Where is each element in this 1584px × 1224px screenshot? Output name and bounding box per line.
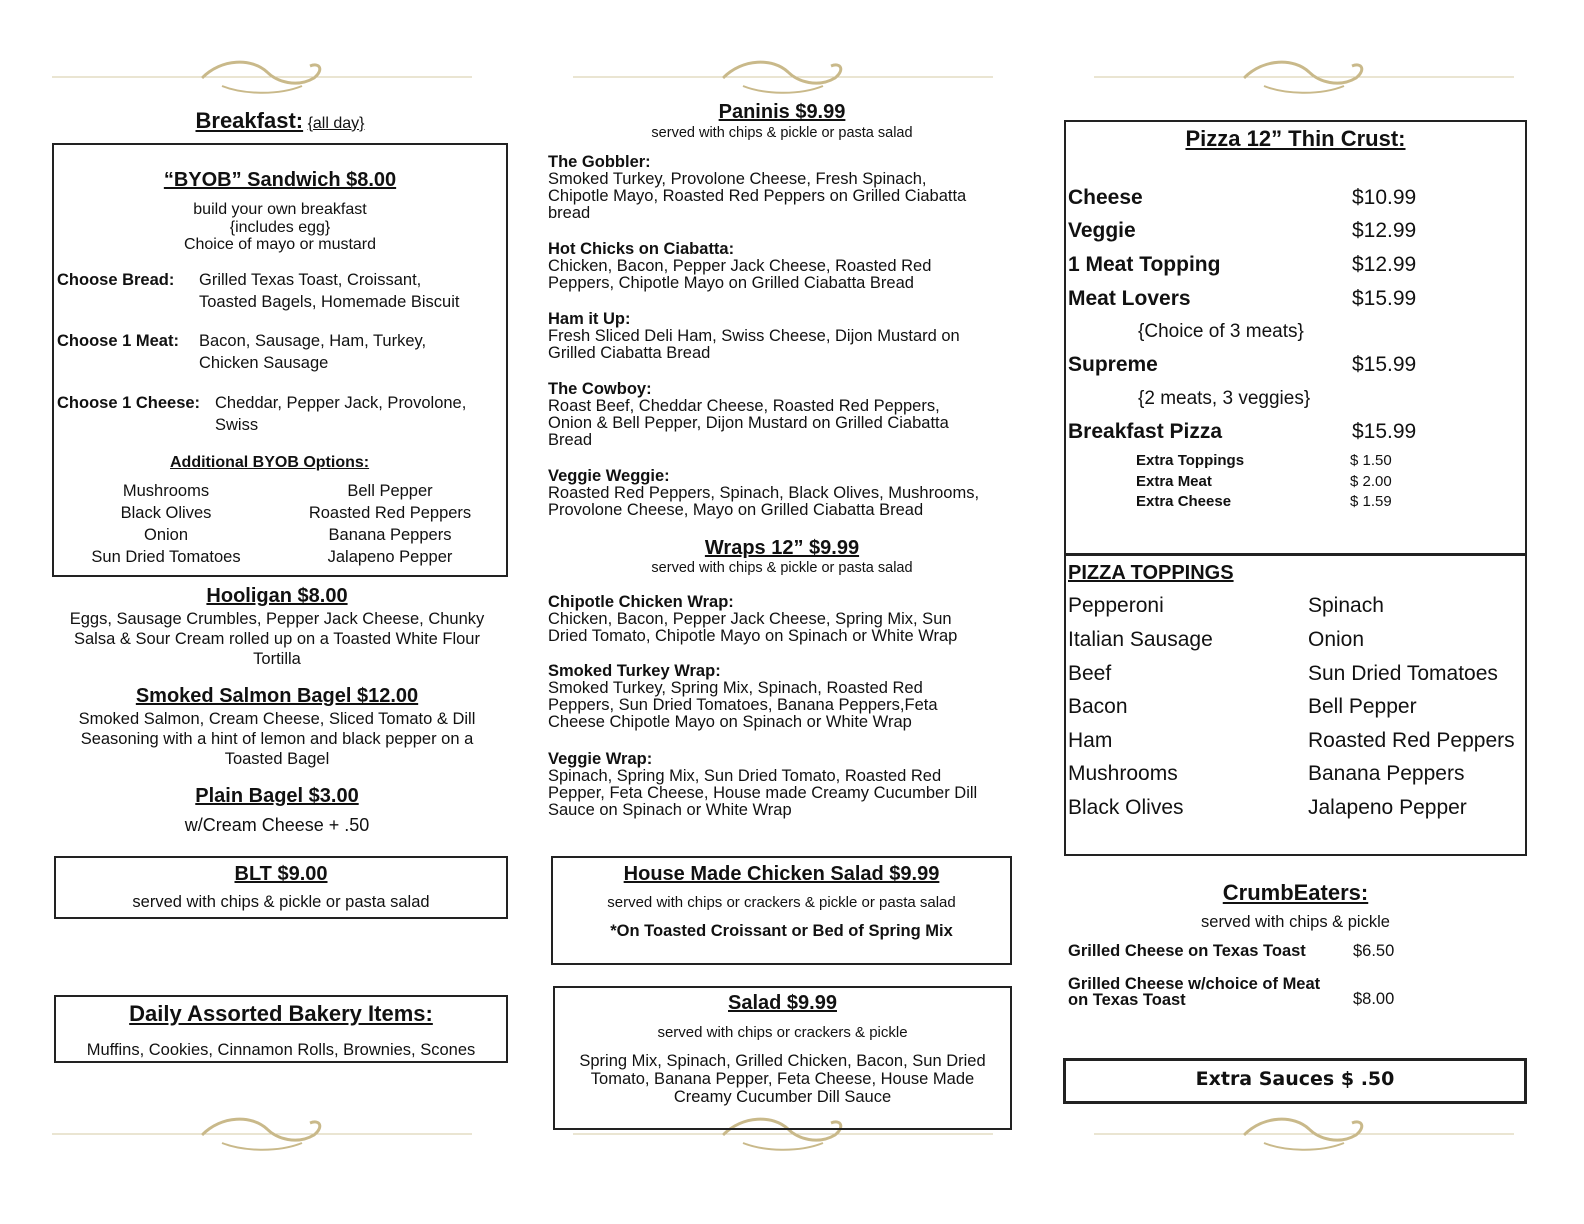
wrap-chipotle-chicken: [548, 594, 957, 645]
flourish-top-right: [1094, 58, 1514, 98]
desc-line: Tortilla: [253, 650, 301, 668]
hooligan-desc: [52, 609, 502, 669]
topping-item: Roasted Red Peppers: [1308, 729, 1515, 752]
flourish-top-left: [52, 58, 472, 98]
item-line: Roast Beef, Cheddar Cheese, Roasted Red Peppers,: [548, 397, 940, 415]
topping-item: Ham: [1068, 729, 1113, 752]
extra-meat: [1136, 473, 1436, 490]
byob-options: [54, 480, 506, 568]
topping-item: Sun Dried Tomatoes: [1308, 662, 1498, 685]
desc-line: Toasted Bagel: [224, 750, 330, 768]
extra-sauces-label: Extra Sauces $ .50: [1195, 1068, 1395, 1090]
option-item: Banana Peppers: [328, 526, 452, 544]
option-item: Bell Pepper: [347, 482, 433, 500]
option-item: Jalapeno Pepper: [327, 548, 453, 566]
panini-hot-chicks: [548, 241, 931, 292]
byob-options-title: Additional BYOB Options:: [170, 454, 370, 471]
crumb-item-2-price: $8.00: [1353, 990, 1395, 1008]
panini-cowboy: [548, 381, 949, 449]
wraps-note: served with chips & pickle or pasta salad: [651, 560, 913, 576]
plain-bagel-title: Plain Bagel $3.00: [195, 785, 359, 807]
crumb-line: Grilled Cheese w/choice of Meat: [1068, 975, 1321, 993]
topping-item: Banana Peppers: [1308, 762, 1465, 785]
extra-sauces-box: [1063, 1058, 1527, 1104]
item-name: Veggie Wrap:: [548, 750, 653, 768]
choose-cheese-label: Choose 1 Cheese:: [57, 394, 201, 412]
extra-price: $ 1.59: [1350, 493, 1392, 510]
panini-ham-it-up: [548, 311, 960, 362]
meat-line: Chicken Sausage: [199, 354, 329, 372]
extra-price: $ 2.00: [1350, 473, 1392, 490]
byob-box: [52, 143, 508, 577]
panini-veggie-weggie: [548, 468, 979, 519]
desc-line: Tomato, Banana Pepper, Feta Cheese, House Made: [590, 1070, 975, 1088]
chicken-salad-note: served with chips or crackers & pickle or pasta salad: [607, 894, 956, 911]
pizza-price: $15.99: [1352, 420, 1417, 443]
flourish-bottom-left: [52, 1115, 472, 1155]
wrap-smoked-turkey: [548, 663, 938, 731]
pizza-price: $15.99: [1352, 353, 1417, 376]
salad-desc: [555, 1052, 1010, 1106]
item-name: The Cowboy:: [548, 380, 652, 398]
item-line: Chipotle Mayo, Roasted Red Peppers on Grilled Ciabatta: [548, 187, 967, 205]
item-name: Veggie Weggie:: [548, 467, 670, 485]
blt-note: served with chips & pickle or pasta salad: [132, 893, 430, 911]
crumb-item-1-price: $6.50: [1353, 942, 1395, 960]
pizza-item-1-meat: [1068, 253, 1527, 277]
blt-box: [54, 856, 508, 919]
item-line: Roasted Red Peppers, Spinach, Black Olives, Mushrooms,: [548, 484, 980, 502]
item-name: Hot Chicks on Ciabatta:: [548, 240, 735, 258]
item-name: Ham it Up:: [548, 310, 631, 328]
byob-desc-line: Choice of mayo or mustard: [183, 236, 377, 253]
byob-description: [54, 201, 506, 254]
option-item: Onion: [143, 526, 189, 544]
topping-item: Onion: [1308, 628, 1365, 651]
desc-line: Eggs, Sausage Crumbles, Pepper Jack Cheese, Chunky: [69, 610, 485, 628]
pizza-price: $12.99: [1352, 253, 1417, 276]
flourish-top-center: [573, 58, 993, 98]
option-item: Roasted Red Peppers: [308, 504, 472, 522]
breakfast-heading: [52, 108, 508, 134]
item-line: Smoked Turkey, Provolone Cheese, Fresh Spinach,: [548, 170, 927, 188]
pizza-name: Meat Lovers: [1068, 287, 1191, 310]
crumb-line: on Texas Toast: [1068, 991, 1186, 1009]
option-item: Black Olives: [120, 504, 212, 522]
item-line: Smoked Turkey, Spring Mix, Spinach, Roasted Red: [548, 679, 923, 697]
item-line: Onion & Bell Pepper, Dijon Mustard on Grilled Ciabatta: [548, 414, 949, 432]
bakery-box: [54, 995, 508, 1063]
desc-line: Smoked Salmon, Cream Cheese, Sliced Tomato & Dill: [78, 710, 476, 728]
item-line: Bread: [548, 431, 593, 449]
item-line: Peppers, Chipotle Mayo on Grilled Ciabatta Bread: [548, 274, 914, 292]
desc-line: Creamy Cucumber Dill Sauce: [673, 1088, 892, 1106]
item-name: Smoked Turkey Wrap:: [548, 662, 721, 680]
extra-name: Extra Toppings: [1136, 452, 1245, 469]
salmon-title: Smoked Salmon Bagel $12.00: [135, 685, 419, 707]
extra-name: Extra Cheese: [1136, 493, 1232, 510]
paninis-note: served with chips & pickle or pasta salad: [651, 125, 913, 141]
desc-line: Spring Mix, Spinach, Grilled Chicken, Bacon, Sun Dried: [579, 1052, 986, 1070]
topping-item: Jalapeno Pepper: [1308, 796, 1467, 819]
extra-toppings: [1136, 452, 1436, 469]
pizza-item-breakfast: [1068, 420, 1527, 444]
topping-item: Pepperoni: [1068, 594, 1164, 617]
plain-bagel-note: w/Cream Cheese + .50: [184, 815, 370, 835]
crumbeaters-title: CrumbEaters:: [1222, 880, 1369, 905]
crumb-item-1-name: Grilled Cheese on Texas Toast: [1068, 942, 1306, 960]
paninis-title: Paninis $9.99: [718, 101, 846, 123]
desc-line: Salsa & Sour Cream rolled up on a Toasted White Flour: [74, 630, 480, 648]
choose-meat-label: Choose 1 Meat:: [57, 332, 179, 350]
salad-box: [553, 986, 1012, 1130]
salad-note: served with chips or crackers & pickle: [657, 1024, 908, 1041]
chicken-salad-box: [551, 856, 1012, 965]
bakery-title: Daily Assorted Bakery Items:: [129, 1001, 433, 1026]
item-line: Peppers, Sun Dried Tomatoes, Banana Peppers,Feta: [548, 696, 938, 714]
item-line: Dried Tomato, Chipotle Mayo on Spinach or White Wrap: [548, 627, 958, 645]
cheese-line: Cheddar, Pepper Jack, Provolone,: [215, 394, 467, 412]
crumbeaters-note: served with chips & pickle: [1201, 913, 1390, 931]
topping-item: Beef: [1068, 662, 1112, 685]
item-name: The Gobbler:: [548, 153, 651, 171]
wraps-title: Wraps 12” $9.99: [704, 537, 860, 559]
pizza-box: [1064, 120, 1527, 856]
bakery-items: Muffins, Cookies, Cinnamon Rolls, Brownies, Scones: [86, 1041, 476, 1059]
chicken-salad-option: *On Toasted Croissant or Bed of Spring Mix: [610, 922, 953, 940]
bread-line: Toasted Bagels, Homemade Biscuit: [199, 293, 460, 311]
extra-cheese: [1136, 493, 1436, 510]
pizza-title: Pizza 12” Thin Crust:: [1185, 126, 1406, 151]
item-line: Grilled Ciabatta Bread: [548, 344, 711, 362]
bread-line: Grilled Texas Toast, Croissant,: [199, 271, 422, 289]
desc-line: Seasoning with a hint of lemon and black pepper on a: [80, 730, 474, 748]
pizza-name: Supreme: [1068, 353, 1158, 376]
salad-title: Salad $9.99: [728, 992, 837, 1014]
topping-item: Mushrooms: [1068, 762, 1178, 785]
pizza-name: Veggie: [1068, 219, 1136, 242]
item-line: Sauce on Spinach or White Wrap: [548, 801, 792, 819]
topping-item: Bell Pepper: [1308, 695, 1417, 718]
cheese-line: Swiss: [215, 416, 259, 434]
pizza-price: $15.99: [1352, 287, 1417, 310]
item-line: Cheese Chipotle Mayo on Spinach or White Wrap: [548, 713, 912, 731]
extra-name: Extra Meat: [1136, 473, 1212, 490]
salmon-desc: [52, 709, 502, 769]
item-line: Pepper, Feta Cheese, House made Creamy Cucumber Dill: [548, 784, 978, 802]
meat-line: Bacon, Sausage, Ham, Turkey,: [199, 332, 427, 350]
byob-title: “BYOB” Sandwich $8.00: [163, 169, 397, 191]
topping-item: Black Olives: [1068, 796, 1184, 819]
breakfast-subtitle: {all day}: [307, 115, 365, 132]
panini-gobbler: [548, 154, 966, 222]
pizza-item-meat-lovers: [1068, 287, 1527, 311]
byob-desc-line: {includes egg}: [229, 218, 331, 236]
hooligan-title: Hooligan $8.00: [206, 585, 348, 607]
pizza-item-supreme: [1068, 353, 1527, 377]
option-item: Sun Dried Tomatoes: [91, 548, 241, 566]
pizza-price: $12.99: [1352, 219, 1417, 242]
breakfast-title: Breakfast:: [195, 108, 304, 133]
pizza-name: Breakfast Pizza: [1068, 420, 1223, 443]
extra-price: $ 1.50: [1350, 452, 1392, 469]
topping-item: Italian Sausage: [1068, 628, 1213, 651]
pizza-item-veggie: [1068, 219, 1527, 243]
item-line: Fresh Sliced Deli Ham, Swiss Cheese, Dijon Mustard on: [548, 327, 960, 345]
pizza-price: $10.99: [1352, 186, 1417, 209]
blt-title: BLT $9.00: [234, 863, 328, 885]
flourish-bottom-right: [1094, 1115, 1514, 1155]
item-line: Provolone Cheese, Mayo on Grilled Ciabatta Bread: [548, 501, 924, 519]
choose-bread-label: Choose Bread:: [57, 271, 175, 289]
toppings-divider: [1066, 553, 1525, 556]
item-line: Chicken, Bacon, Pepper Jack Cheese, Roasted Red: [548, 257, 932, 275]
crumb-item-2-name: [1068, 976, 1320, 1008]
topping-item: Bacon: [1068, 695, 1128, 718]
pizza-item-cheese: [1068, 186, 1527, 210]
wrap-veggie: [548, 751, 977, 819]
item-name: Chipotle Chicken Wrap:: [548, 593, 734, 611]
item-line: bread: [548, 204, 591, 222]
pizza-name: 1 Meat Topping: [1068, 253, 1221, 276]
item-line: Chicken, Bacon, Pepper Jack Cheese, Spring Mix, Sun: [548, 610, 952, 628]
toppings-title: PIZZA TOPPINGS: [1068, 562, 1234, 584]
chicken-salad-title: House Made Chicken Salad $9.99: [623, 863, 940, 885]
meat-lovers-note: {Choice of 3 meats}: [1138, 321, 1304, 342]
topping-item: Spinach: [1308, 594, 1384, 617]
item-line: Spinach, Spring Mix, Sun Dried Tomato, Roasted Red: [548, 767, 942, 785]
byob-desc-line: build your own breakfast: [193, 201, 367, 218]
supreme-note: {2 meats, 3 veggies}: [1138, 388, 1311, 409]
option-item: Mushrooms: [122, 482, 210, 500]
pizza-name: Cheese: [1068, 186, 1143, 209]
